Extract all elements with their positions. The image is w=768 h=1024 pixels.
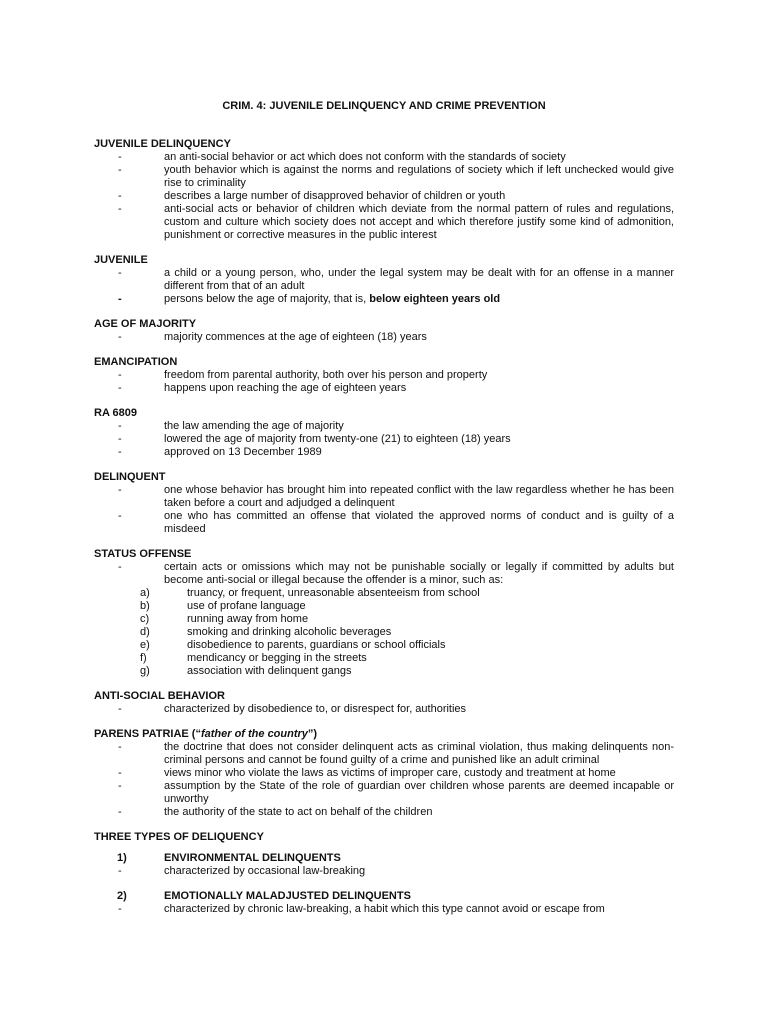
sub-text: mendicancy or begging in the streets	[187, 652, 367, 664]
section-age-of-majority	[94, 318, 674, 344]
section-heading	[94, 728, 674, 741]
bullet-dash: -	[118, 382, 122, 394]
section-anti-social-behavior	[94, 690, 674, 716]
list-item	[94, 484, 674, 510]
section-heading: THREE TYPES OF DELIQUENCY	[94, 831, 264, 843]
section-heading: AGE OF MAJORITY	[94, 318, 197, 330]
list-item	[94, 741, 674, 767]
list-item	[94, 903, 674, 916]
item-text: youth behavior which is against the norms and regulations of society which if left unchecked would give rise to criminality	[164, 164, 674, 189]
list-item	[94, 267, 674, 293]
item-text: characterized by occasional law-breaking	[164, 865, 366, 877]
list-item	[94, 420, 674, 433]
bullet-dash: -	[118, 703, 122, 715]
bullet-dash: -	[118, 369, 122, 381]
list-item	[94, 433, 674, 446]
document-content	[94, 100, 674, 928]
sub-letter: g)	[140, 665, 150, 677]
item-text: approved on 13 December 1989	[164, 446, 322, 458]
sub-list-item	[94, 639, 674, 652]
list-item	[94, 331, 674, 344]
bullet-dash: -	[118, 190, 122, 202]
sub-letter: e)	[140, 639, 150, 651]
item-text: happens upon reaching the age of eighteen years	[164, 382, 407, 394]
bullet-dash: -	[118, 484, 122, 496]
section-ra-6809	[94, 407, 674, 459]
list-item	[94, 369, 674, 382]
type-number: 2)	[117, 890, 127, 902]
section-juvenile-delinquency	[94, 138, 674, 242]
item-text: majority commences at the age of eighteen (18) years	[164, 331, 427, 343]
sub-list-item	[94, 587, 674, 600]
item-text: freedom from parental authority, both over his person and property	[164, 369, 488, 381]
list-item	[94, 561, 674, 587]
section-heading: JUVENILE DELINQUENCY	[94, 138, 231, 150]
type-heading	[94, 890, 674, 903]
bullet-dash: -	[118, 865, 122, 877]
item-text: lowered the age of majority from twenty-one (21) to eighteen (18) years	[164, 433, 511, 445]
bullet-dash: -	[118, 903, 122, 915]
section-heading: EMANCIPATION	[94, 356, 178, 368]
sub-letter: c)	[140, 613, 150, 625]
section-emancipation	[94, 356, 674, 395]
bullet-dash: -	[118, 767, 122, 779]
item-text: assumption by the State of the role of guardian over children whose parents are deemed incapable or unworthy	[164, 780, 674, 805]
heading-quote: ”	[307, 728, 314, 740]
heading-italic: father of the country	[200, 728, 308, 740]
sub-list-item	[94, 626, 674, 639]
bullet-dash: -	[118, 741, 122, 753]
sub-letter: b)	[140, 600, 150, 612]
sub-list-item	[94, 652, 674, 665]
bullet-dash: -	[118, 203, 122, 215]
type-title: EMOTIONALLY MALADJUSTED DELINQUENTS	[164, 890, 411, 902]
section-juvenile	[94, 254, 674, 306]
bullet-dash: -	[118, 151, 122, 163]
sub-letter: a)	[140, 587, 150, 599]
sub-text: use of profane language	[187, 600, 306, 612]
section-heading: STATUS OFFENSE	[94, 548, 192, 560]
bullet-dash: -	[118, 780, 122, 792]
list-item	[94, 190, 674, 203]
list-item	[94, 865, 674, 878]
bullet-dash: -	[118, 446, 122, 458]
item-text: the law amending the age of majority	[164, 420, 344, 432]
bullet-dash: -	[118, 433, 122, 445]
type-title: ENVIRONMENTAL DELINQUENTS	[164, 852, 341, 864]
item-text-bold: below eighteen years old	[369, 293, 501, 305]
sub-list-item	[94, 600, 674, 613]
item-text: the authority of the state to act on behalf of the children	[164, 806, 433, 818]
sub-text: running away from home	[187, 613, 309, 625]
section-parens-patriae	[94, 728, 674, 819]
section-heading: JUVENILE	[94, 254, 148, 266]
bullet-dash: -	[118, 510, 122, 522]
list-item	[94, 293, 674, 306]
heading-text: )	[313, 728, 318, 740]
section-heading: DELINQUENT	[94, 471, 166, 483]
section-heading: RA 6809	[94, 407, 138, 419]
bullet-dash: -	[118, 331, 122, 343]
list-item	[94, 806, 674, 819]
item-text: certain acts or omissions which may not be punishable socially or legally if committed by adults but become anti-social or illegal because the offender is a minor, such as:	[164, 561, 674, 586]
item-text: persons below the age of majority, that is,	[164, 293, 370, 305]
type-heading	[94, 852, 674, 865]
item-text: one who has committed an offense that violated the approved norms of conduct and is guilty of a misdeed	[164, 510, 674, 535]
sub-text: disobedience to parents, guardians or school officials	[187, 639, 446, 651]
type-block	[94, 890, 674, 916]
item-text: anti-social acts or behavior of children which deviate from the normal pattern of rules and regulations, custom and culture which society does not accept and which therefore justify some kind of admonition, punishment or corrective measures in the public interest	[164, 203, 674, 241]
bullet-dash: -	[118, 420, 122, 432]
sub-letter: d)	[140, 626, 150, 638]
section-three-types	[94, 831, 674, 916]
list-item	[94, 164, 674, 190]
sub-letter: f)	[140, 652, 147, 664]
type-number: 1)	[117, 852, 127, 864]
item-text: the doctrine that does not consider delinquent acts as criminal violation, thus making delinquents non-criminal persons and cannot be found guilty of a crime and punished like an adult criminal	[164, 741, 674, 766]
item-text: describes a large number of disapproved behavior of children or youth	[164, 190, 506, 202]
list-item	[94, 446, 674, 459]
bullet-dash: -	[118, 806, 122, 818]
list-item	[94, 151, 674, 164]
sub-text: truancy, or frequent, unreasonable absenteeism from school	[187, 587, 480, 599]
bullet-dash: -	[118, 293, 122, 305]
item-text: views minor who violate the laws as victims of improper care, custody and treatment at home	[164, 767, 616, 779]
section-delinquent	[94, 471, 674, 536]
heading-quote: “	[195, 728, 201, 740]
item-text: a child or a young person, who, under the legal system may be dealt with for an offense in a manner different from that of an adult	[164, 267, 674, 292]
heading-text: PARENS PATRIAE (	[94, 728, 196, 740]
bullet-dash: -	[118, 267, 122, 279]
sub-text: smoking and drinking alcoholic beverages	[187, 626, 392, 638]
list-item	[94, 203, 674, 242]
sub-list-item	[94, 613, 674, 626]
list-item	[94, 703, 674, 716]
item-text: one whose behavior has brought him into repeated conflict with the law regardless whether he has been taken before a court and adjudged a delinquent	[164, 484, 674, 509]
sub-list-item	[94, 665, 674, 678]
list-item	[94, 780, 674, 806]
section-heading: ANTI-SOCIAL BEHAVIOR	[94, 690, 225, 702]
bullet-dash: -	[118, 164, 122, 176]
document-title: CRIM. 4: JUVENILE DELINQUENCY AND CRIME PREVENTION	[222, 100, 546, 112]
item-text: characterized by disobedience to, or disrespect for, authorities	[164, 703, 467, 715]
sub-text: association with delinquent gangs	[187, 665, 352, 677]
list-item	[94, 510, 674, 536]
bullet-dash: -	[118, 561, 122, 573]
list-item	[94, 382, 674, 395]
item-text: characterized by chronic law-breaking, a habit which this type cannot avoid or escape from	[164, 903, 605, 915]
item-text: an anti-social behavior or act which does not conform with the standards of society	[164, 151, 566, 163]
section-status-offense	[94, 548, 674, 678]
type-block	[94, 852, 674, 878]
list-item	[94, 767, 674, 780]
